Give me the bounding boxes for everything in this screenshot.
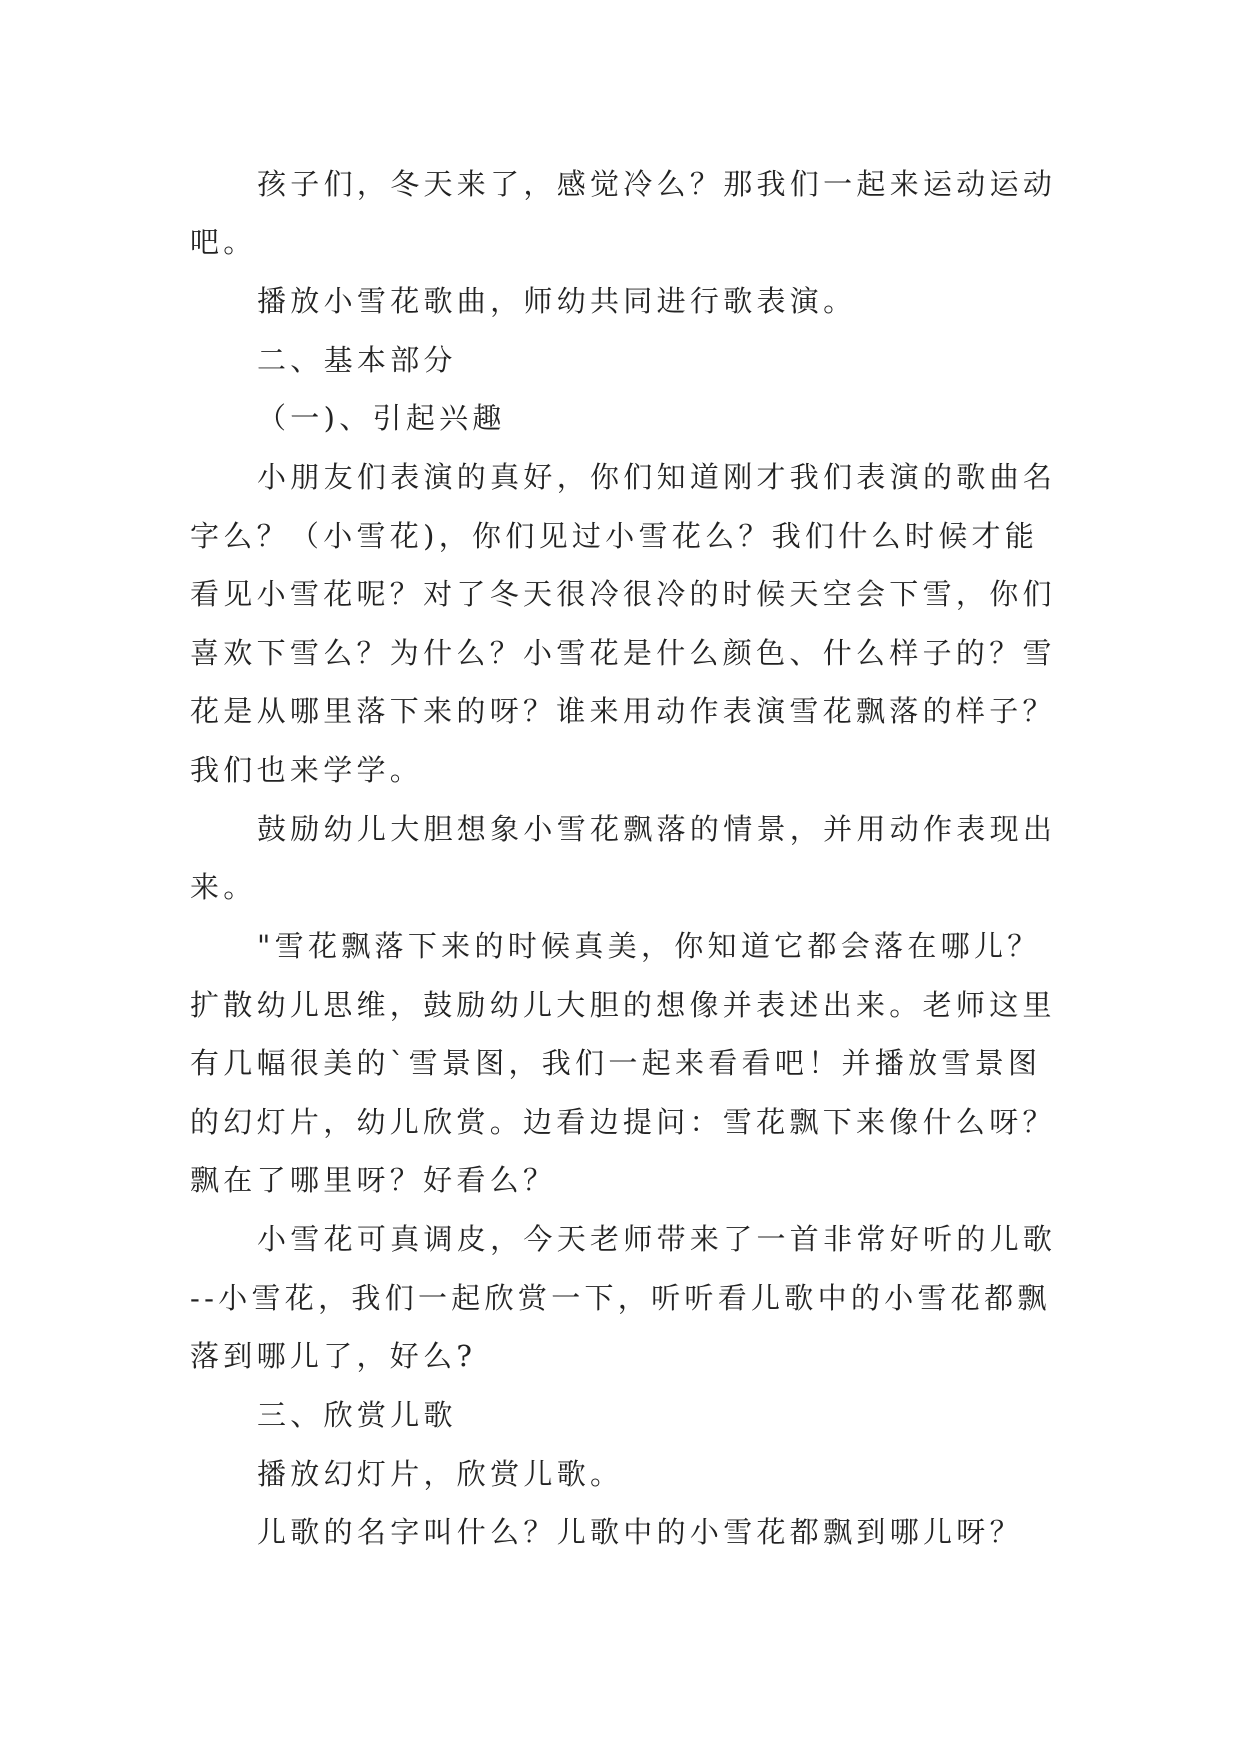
text-line: 看见小雪花呢？对了冬天很冷很冷的时候天空会下雪，你们: [190, 577, 1056, 611]
text-line: 扩散幼儿思维，鼓励幼儿大胆的想像并表述出来。老师这里: [190, 988, 1056, 1022]
section-heading: 三、欣赏儿歌: [257, 1398, 457, 1432]
text-line: 播放幻灯片，欣赏儿歌。: [257, 1457, 624, 1491]
text-line: 吧。: [190, 225, 257, 259]
text-line: 来。: [190, 870, 257, 904]
text-line: 花是从哪里落下来的呀？谁来用动作表演雪花飘落的样子？: [190, 694, 1056, 728]
text-line: 我们也来学学。: [190, 753, 424, 787]
text-line: 儿歌的名字叫什么？儿歌中的小雪花都飘到哪儿呀？: [257, 1515, 1023, 1549]
text-line: "雪花飘落下来的时候真美，你知道它都会落在哪儿？: [257, 929, 1041, 963]
text-line: 飘在了哪里呀？好看么？: [190, 1163, 557, 1197]
section-heading: 二、基本部分: [257, 343, 457, 377]
text-line: 孩子们，冬天来了，感觉冷么？那我们一起来运动运动: [257, 167, 1057, 201]
text-line: 鼓励幼儿大胆想象小雪花飘落的情景，并用动作表现出: [257, 812, 1057, 846]
text-line: 有几幅很美的`雪景图，我们一起来看看吧！并播放雪景图: [190, 1046, 1042, 1080]
subsection-heading: （一)、引起兴趣: [257, 401, 506, 435]
text-line: 喜欢下雪么？为什么？小雪花是什么颜色、什么样子的？雪: [190, 636, 1056, 670]
text-line: 字么？（小雪花)，你们见过小雪花么？我们什么时候才能: [190, 519, 1039, 553]
text-line: 的幻灯片，幼儿欣赏。边看边提问：雪花飘下来像什么呀？: [190, 1105, 1056, 1139]
text-line: --小雪花，我们一起欣赏一下，听听看儿歌中的小雪花都飘: [190, 1281, 1051, 1315]
text-line: 小雪花可真调皮，今天老师带来了一首非常好听的儿歌: [257, 1222, 1057, 1256]
text-line: 落到哪儿了，好么?: [190, 1339, 477, 1373]
text-line: 小朋友们表演的真好，你们知道刚才我们表演的歌曲名: [257, 460, 1057, 494]
text-line: 播放小雪花歌曲，师幼共同进行歌表演。: [257, 284, 857, 318]
